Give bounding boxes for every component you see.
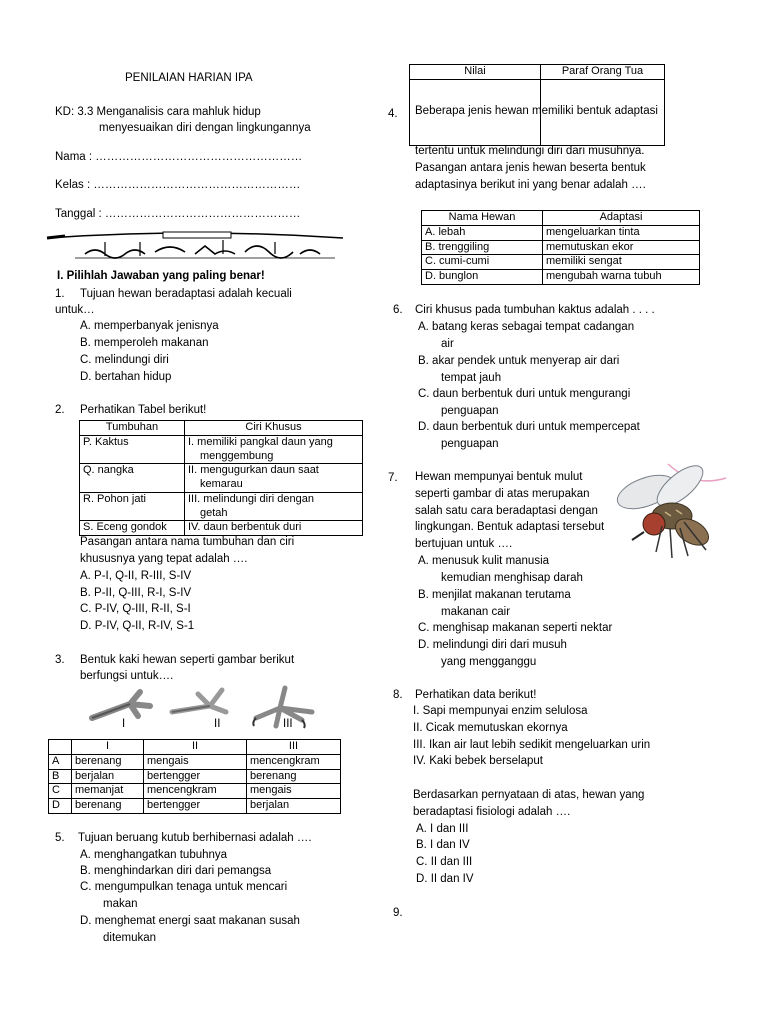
q2-cell: R. Pohon jati: [80, 492, 185, 521]
q5-option-c: C. mengumpulkan tenaga untuk mencari: [80, 881, 288, 893]
q3-cell: A: [49, 754, 72, 769]
q8-question-2: beradaptasi fisiologi adalah ….: [413, 806, 571, 818]
q8-option-d: D. II dan IV: [416, 873, 474, 885]
q2-cell: IV. daun berbentuk duri: [185, 521, 363, 536]
q4-cell: memiliki sengat: [543, 255, 700, 270]
q8-item-iv: IV. Kaki bebek berselaput: [413, 755, 543, 767]
q4-table: [421, 210, 700, 285]
q1-text: Tujuan hewan beradaptasi adalah kecuali: [80, 288, 292, 300]
q5-number: 5.: [55, 832, 65, 844]
q4-cell: A. lebah: [422, 225, 543, 240]
q8-option-a: A. I dan III: [416, 823, 469, 835]
table-row: [49, 799, 341, 814]
q6-option-a: A. batang keras sebagai tempat cadangan: [418, 321, 635, 333]
q2-table: [79, 420, 363, 536]
q2-text: Perhatikan Tabel berikut!: [80, 404, 207, 416]
q8-item-ii: II. Cicak memutuskan ekornya: [413, 722, 568, 734]
q5-option-c-cont: makan: [103, 898, 138, 910]
q4-header-hewan: Nama Hewan: [422, 211, 543, 226]
q3-cell: berjalan: [247, 799, 341, 814]
q2-cell-cont: kemarau: [200, 478, 243, 490]
table-row: [422, 225, 700, 240]
q1-option-a: A. memperbanyak jenisnya: [80, 320, 219, 332]
q3-header-ii: II: [144, 740, 247, 755]
q2-cell: III. melindungi diri dengan: [188, 492, 314, 505]
q7-text-5: bertujuan untuk ….: [415, 538, 513, 550]
table-row: [422, 240, 700, 255]
q6-option-b-cont: tempat jauh: [441, 372, 502, 384]
q2-cell: Q. nangka: [80, 464, 185, 493]
section-instruction: I. Pilihlah Jawaban yang paling benar!: [57, 270, 265, 282]
q2-cell: S. Eceng gondok: [80, 521, 185, 536]
q2-cell-cont: menggembung: [200, 449, 274, 462]
q3-cell: berenang: [247, 769, 341, 784]
q7-text-2: seperti gambar di atas merupakan: [415, 488, 590, 500]
q2-cell-cont: getah: [200, 506, 228, 519]
q4-cell: C. cumi-cumi: [422, 255, 543, 270]
paraf-label: Paraf Orang Tua: [541, 65, 665, 80]
kd-line-2: menyesuaikan diri dengan lingkungannya: [99, 122, 311, 134]
kelas-field: Kelas : ………………………………………………: [55, 179, 301, 191]
q3-header-blank: [49, 740, 72, 755]
q1-option-c: C. melindungi diri: [80, 354, 169, 366]
q5-option-a: A. menghangatkan tubuhnya: [80, 849, 228, 861]
q2-number: 2.: [55, 404, 65, 416]
q3-number: 3.: [55, 654, 65, 666]
q3-cell: C: [49, 784, 72, 799]
q1-option-d: D. bertahan hidup: [80, 371, 172, 383]
q4-text: Beberapa jenis hewan memiliki bentuk adaptasi: [415, 105, 658, 117]
q6-option-c-cont: penguapan: [441, 405, 499, 417]
q6-option-b: B. akar pendek untuk menyerap air dari: [418, 355, 620, 367]
fly-image: [610, 462, 728, 572]
q5-text: Tujuan beruang kutub berhibernasi adalah ….: [78, 832, 312, 844]
q2-cell: I. memiliki pangkal daun yang: [188, 435, 333, 448]
q7-option-a-cont: kemudian menghisap darah: [441, 572, 583, 584]
q2-header-tumbuhan: Tumbuhan: [80, 421, 185, 436]
q7-text-3: salah satu cara beradaptasi dengan: [415, 505, 598, 517]
table-row: [49, 769, 341, 784]
q7-option-d: D. melindungi diri dari musuh: [418, 639, 567, 651]
q3-cell: memanjat: [72, 784, 144, 799]
q8-number: 8.: [393, 689, 403, 701]
img-label-i: I: [122, 718, 126, 730]
q7-option-a: A. menusuk kulit manusia: [418, 555, 550, 567]
q2-option-a: A. P-I, Q-II, R-III, S-IV: [80, 570, 192, 582]
q9-number: 9.: [393, 907, 403, 919]
q7-text-4: lingkungan. Bentuk adaptasi tersebut: [415, 521, 605, 533]
q3-cell: B: [49, 769, 72, 784]
q2-after-1: Pasangan antara nama tumbuhan dan ciri: [80, 536, 295, 548]
q1-text-cont: untuk…: [55, 304, 95, 316]
bird-foot-i-image: [92, 692, 150, 718]
q3-cell: mencengkram: [247, 754, 341, 769]
q4-cell: mengeluarkan tinta: [543, 225, 700, 240]
q4-text-4: adaptasinya berikut ini yang benar adalah ….: [415, 179, 646, 191]
table-row: [422, 255, 700, 270]
q7-number: 7.: [388, 472, 398, 484]
q3-header-iii: III: [247, 740, 341, 755]
table-row: [422, 270, 700, 285]
q1-number: 1.: [55, 288, 65, 300]
q3-text-cont: berfungsi untuk….: [80, 670, 174, 682]
q3-cell: mengais: [247, 784, 341, 799]
q3-cell: berjalan: [72, 769, 144, 784]
q8-text: Perhatikan data berikut!: [415, 689, 537, 701]
img-label-ii: II: [214, 718, 221, 730]
q4-text-3: Pasangan antara jenis hewan beserta bentuk: [415, 162, 646, 174]
q3-text: Bentuk kaki hewan seperti gambar berikut: [80, 654, 295, 666]
q5-option-d: D. menghemat energi saat makanan susah: [80, 915, 300, 927]
q7-text-1: Hewan mempunyai bentuk mulut: [415, 471, 583, 483]
q5-option-d-cont: ditemukan: [103, 932, 157, 944]
q4-cell: B. trenggiling: [422, 240, 543, 255]
q2-header-ciri: Ciri Khusus: [185, 421, 363, 436]
q8-item-iii: III. Ikan air laut lebih sedikit mengeluarkan urin: [413, 739, 651, 751]
q6-option-d-cont: penguapan: [441, 438, 499, 450]
q3-cell: berenang: [72, 799, 144, 814]
q6-text: Ciri khusus pada tumbuhan kaktus adalah . . . .: [415, 304, 655, 316]
nilai-label: Nilai: [410, 65, 541, 80]
q6-number: 6.: [393, 304, 403, 316]
tanggal-field: Tanggal : ……………………………………………: [55, 208, 301, 220]
q4-text-2: tertentu untuk melindungi diri dari musuhnya.: [415, 145, 645, 157]
q3-cell: mengais: [144, 754, 247, 769]
q4-header-adaptasi: Adaptasi: [543, 211, 700, 226]
q3-table: [48, 739, 341, 814]
q2-option-b: B. P-II, Q-III, R-I, S-IV: [80, 587, 192, 599]
q5-option-b: B. menghindarkan diri dari pemangsa: [80, 865, 272, 877]
table-row: [49, 754, 341, 769]
q4-cell: D. bunglon: [422, 270, 543, 285]
q3-cell: D: [49, 799, 72, 814]
q4-cell: mengubah warna tubuh: [543, 270, 700, 285]
nama-field: Nama : ………………………………………………: [55, 151, 303, 163]
img-label-iii: III: [283, 718, 293, 730]
q8-option-b: B. I dan IV: [416, 839, 470, 851]
q6-option-a-cont: air: [441, 338, 454, 350]
q4-cell: memutuskan ekor: [543, 240, 700, 255]
q8-question-1: Berdasarkan pernyataan di atas, hewan yang: [413, 789, 645, 801]
q2-after-2: khususnya yang tepat adalah ….: [80, 553, 248, 565]
kd-line-1: KD: 3.3 Menganalisis cara mahluk hidup: [55, 106, 261, 118]
q8-item-i: I. Sapi mempunyai enzim selulosa: [413, 705, 588, 717]
q4-number: 4.: [388, 108, 398, 120]
q2-option-c: C. P-IV, Q-III, R-II, S-I: [80, 603, 191, 615]
table-row: [49, 784, 341, 799]
q3-cell: berenang: [72, 754, 144, 769]
q2-cell: P. Kaktus: [80, 435, 185, 464]
q3-cell: bertengger: [144, 769, 247, 784]
q8-option-c: C. II dan III: [416, 856, 473, 868]
q3-cell: bertengger: [144, 799, 247, 814]
bismillah-divider: [45, 228, 345, 264]
q7-option-c: C. menghisap makanan seperti nektar: [418, 622, 613, 634]
q7-option-b-cont: makanan cair: [441, 606, 511, 618]
page-title: PENILAIAN HARIAN IPA: [125, 72, 253, 84]
q1-option-b: B. memperoleh makanan: [80, 337, 209, 349]
q3-header-i: I: [72, 740, 144, 755]
q6-option-d: D. daun berbentuk duri untuk mempercepat: [418, 421, 640, 433]
bird-foot-ii-image: [172, 690, 226, 712]
q7-option-b: B. menjilat makanan terutama: [418, 589, 571, 601]
q6-option-c: C. daun berbentuk duri untuk mengurangi: [418, 388, 631, 400]
q2-cell: II. mengugurkan daun saat: [188, 464, 319, 477]
q7-option-d-cont: yang mengganggu: [441, 656, 537, 668]
q2-option-d: D. P-IV, Q-II, R-IV, S-1: [80, 620, 195, 632]
q3-cell: mencengkram: [144, 784, 247, 799]
